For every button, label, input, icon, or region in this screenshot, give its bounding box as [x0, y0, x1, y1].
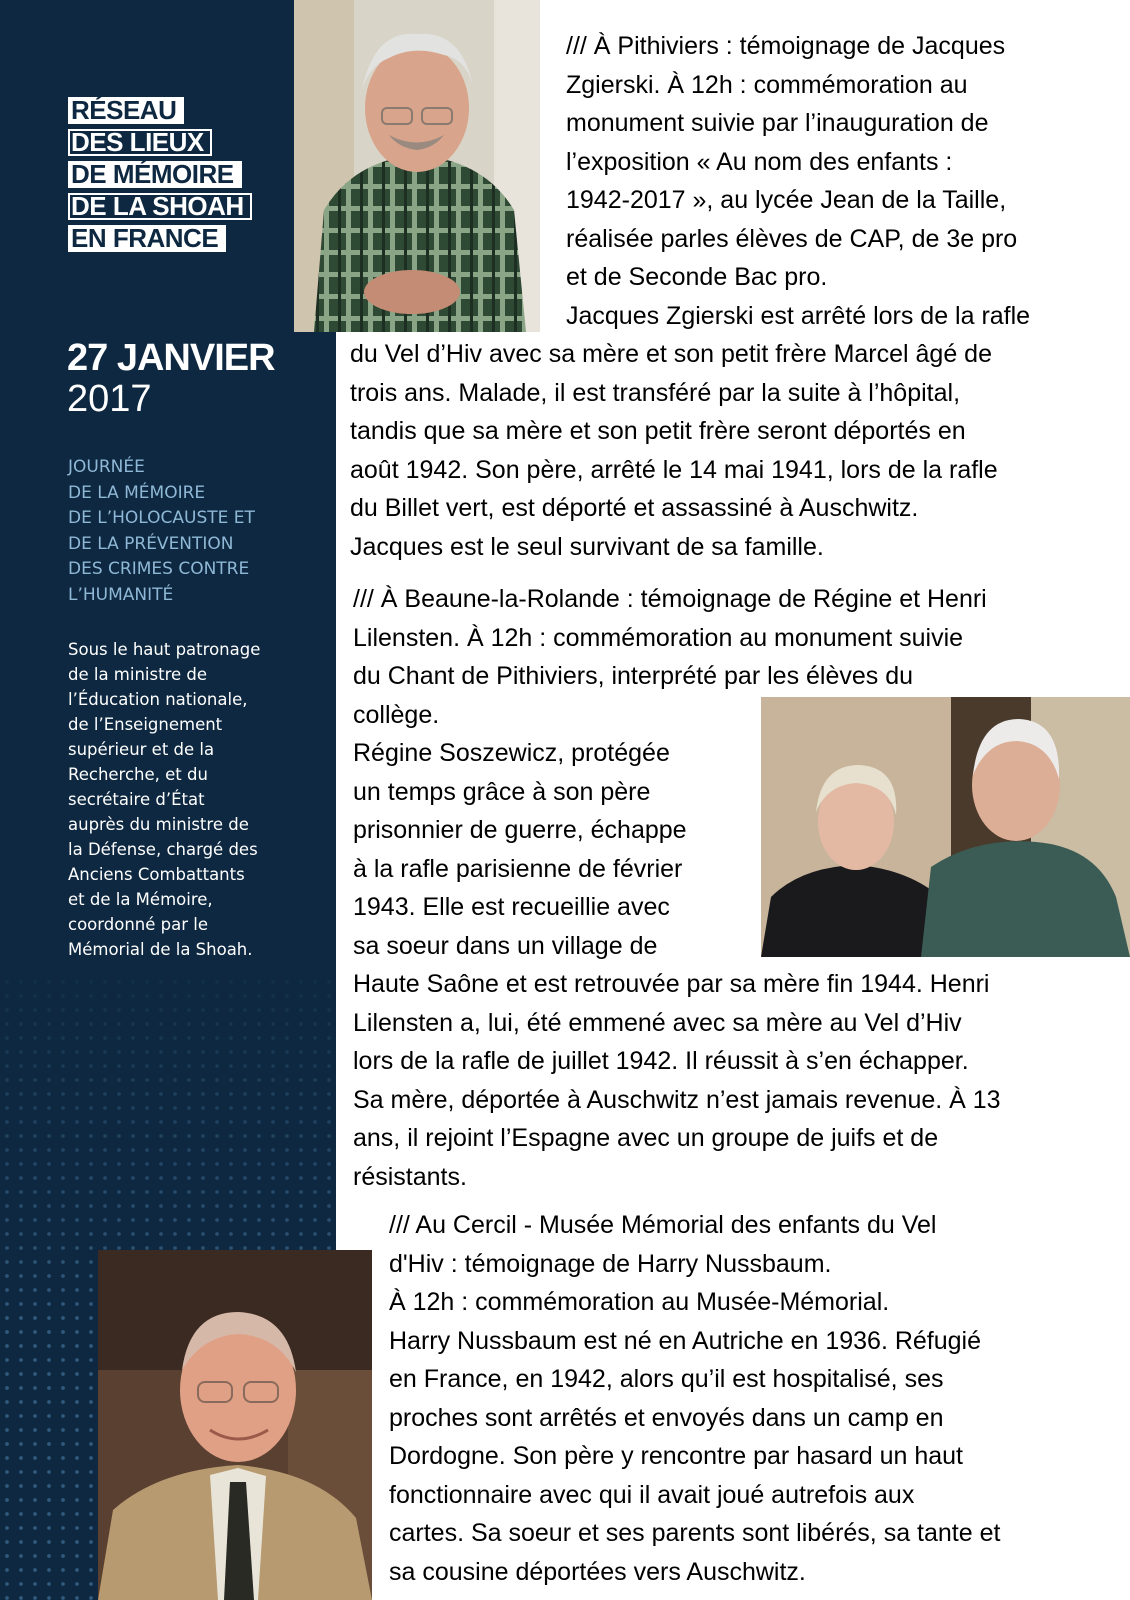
- text-line: monument suivie par l’inauguration de: [566, 109, 989, 137]
- text-line: 1943. Elle est recueillie avec: [353, 893, 670, 921]
- text-line: août 1942. Son père, arrêté le 14 mai 1941, lors de la rafle: [350, 455, 998, 484]
- patronage-line: Mémorial de la Shoah.: [68, 940, 253, 959]
- text-line: sa cousine déportées vers Auschwitz.: [389, 1557, 806, 1586]
- text-line: 1942-2017 », au lycée Jean de la Taille,: [566, 186, 1007, 214]
- text-line: du Billet vert, est déporté et assassiné à Auschwitz.: [350, 494, 919, 522]
- journee-line: JOURNÉE: [68, 457, 145, 477]
- text-line: d'Hiv : témoignage de Harry Nussbaum.: [389, 1249, 832, 1278]
- logo-line: DES LIEUX: [68, 129, 212, 156]
- logo-line: DE LA SHOAH: [68, 193, 252, 220]
- logo-line: RÉSEAU: [68, 97, 184, 124]
- patronage-line: Anciens Combattants: [68, 865, 245, 884]
- patronage-line: de l’Enseignement: [68, 715, 223, 734]
- patronage-text: [68, 637, 318, 962]
- photo-harry-nussbaum: [98, 1250, 372, 1600]
- text-line: Dordogne. Son père y rencontre par hasard un haut: [389, 1442, 963, 1470]
- journee-line: DES CRIMES CONTRE: [68, 559, 250, 579]
- patronage-line: supérieur et de la: [68, 740, 215, 759]
- text-line: /// À Beaune-la-Rolande : témoignage de Régine et Henri: [353, 585, 987, 613]
- text-line: collège.: [353, 700, 440, 729]
- patronage-line: Sous le haut patronage: [68, 640, 261, 659]
- text-line: tandis que sa mère et son petit frère seront déportés en: [350, 417, 966, 445]
- text-line: en France, en 1942, alors qu’il est hospitalisé, ses: [389, 1365, 944, 1393]
- text-line: Haute Saône et est retrouvée par sa mère fin 1944. Henri: [353, 970, 990, 998]
- text-line: ans, il rejoint l’Espagne avec un groupe de juifs et de: [353, 1124, 939, 1152]
- patronage-line: et de la Mémoire,: [68, 890, 213, 909]
- text-line: Jacques est le seul survivant de sa famille.: [350, 532, 824, 561]
- event-date-day: 27 JANVIER: [67, 337, 275, 379]
- journee-line: DE LA MÉMOIRE: [68, 482, 206, 503]
- text-line: du Chant de Pithiviers, interprété par les élèves du: [353, 662, 914, 690]
- text-line: à la rafle parisienne de février: [353, 854, 683, 883]
- text-line: un temps grâce à son père: [353, 777, 651, 806]
- text-line: cartes. Sa soeur et ses parents sont libérés, sa tante et: [389, 1519, 1001, 1547]
- text-line: Harry Nussbaum est né en Autriche en 1936. Réfugié: [389, 1326, 982, 1355]
- text-line: réalisée parles élèves de CAP, de 3e pro: [566, 224, 1018, 253]
- beaune-intro: [353, 580, 1001, 1196]
- patronage-line: secrétaire d’État: [68, 790, 205, 809]
- cercil-section: [389, 1206, 1000, 1591]
- pithiviers-intro: [566, 27, 1030, 335]
- journee-line: DE L’HOLOCAUSTE ET: [68, 508, 255, 528]
- reseau-logo: [68, 97, 268, 257]
- patronage-line: Recherche, et du: [68, 765, 208, 784]
- text-line: du Vel d’Hiv avec sa mère et son petit frère Marcel âgé de: [350, 340, 992, 368]
- patronage-line: l’Éducation nationale,: [68, 690, 248, 709]
- text-line: lors de la rafle de juillet 1942. Il réussit à s’en échapper.: [353, 1047, 969, 1075]
- text-line: /// À Pithiviers : témoignage de Jacques: [566, 32, 1006, 60]
- text-line: Lilensten. À 12h : commémoration au monument suivie: [353, 623, 964, 652]
- patronage-line: auprès du ministre de: [68, 815, 249, 834]
- journee-line: DE LA PRÉVENTION: [68, 533, 234, 554]
- patronage-line: la Défense, chargé des: [68, 840, 258, 859]
- text-line: l’exposition « Au nom des enfants :: [566, 147, 953, 176]
- pithiviers-bio: [350, 335, 998, 566]
- text-line: Sa mère, déportée à Auschwitz n’est jamais revenue. À 13: [353, 1085, 1001, 1114]
- text-line: proches sont arrêtés et envoyés dans un camp en: [389, 1403, 944, 1432]
- text-line: fonctionnaire avec qui il avait joué autrefois aux: [389, 1480, 915, 1509]
- text-line: /// Au Cercil - Musée Mémorial des enfants du Vel: [389, 1211, 937, 1239]
- patronage-line: de la ministre de: [68, 665, 208, 684]
- text-line: trois ans. Malade, il est transféré par la suite à l’hôpital,: [350, 378, 961, 407]
- text-line: Régine Soszewicz, protégée: [353, 739, 670, 767]
- logo-line: DE MÉMOIRE: [68, 161, 242, 188]
- text-line: Jacques Zgierski est arrêté lors de la rafle: [566, 301, 1031, 330]
- journee-line: L’HUMANITÉ: [68, 584, 174, 605]
- logo-line: EN FRANCE: [68, 225, 226, 252]
- text-line: sa soeur dans un village de: [353, 931, 658, 960]
- text-line: Lilensten a, lui, été emmené avec sa mère au Vel d’Hiv: [353, 1008, 962, 1037]
- text-line: prisonnier de guerre, échappe: [353, 816, 687, 844]
- text-line: Zgierski. À 12h : commémoration au: [566, 70, 968, 99]
- text-line: et de Seconde Bac pro.: [566, 263, 828, 291]
- journee-title: [68, 455, 308, 608]
- patronage-line: coordonné par le: [68, 915, 208, 934]
- event-date-year: 2017: [67, 378, 152, 420]
- text-line: résistants.: [353, 1162, 467, 1191]
- text-line: À 12h : commémoration au Musée-Mémorial.: [389, 1288, 890, 1316]
- photo-jacques-zgierski: [294, 0, 540, 332]
